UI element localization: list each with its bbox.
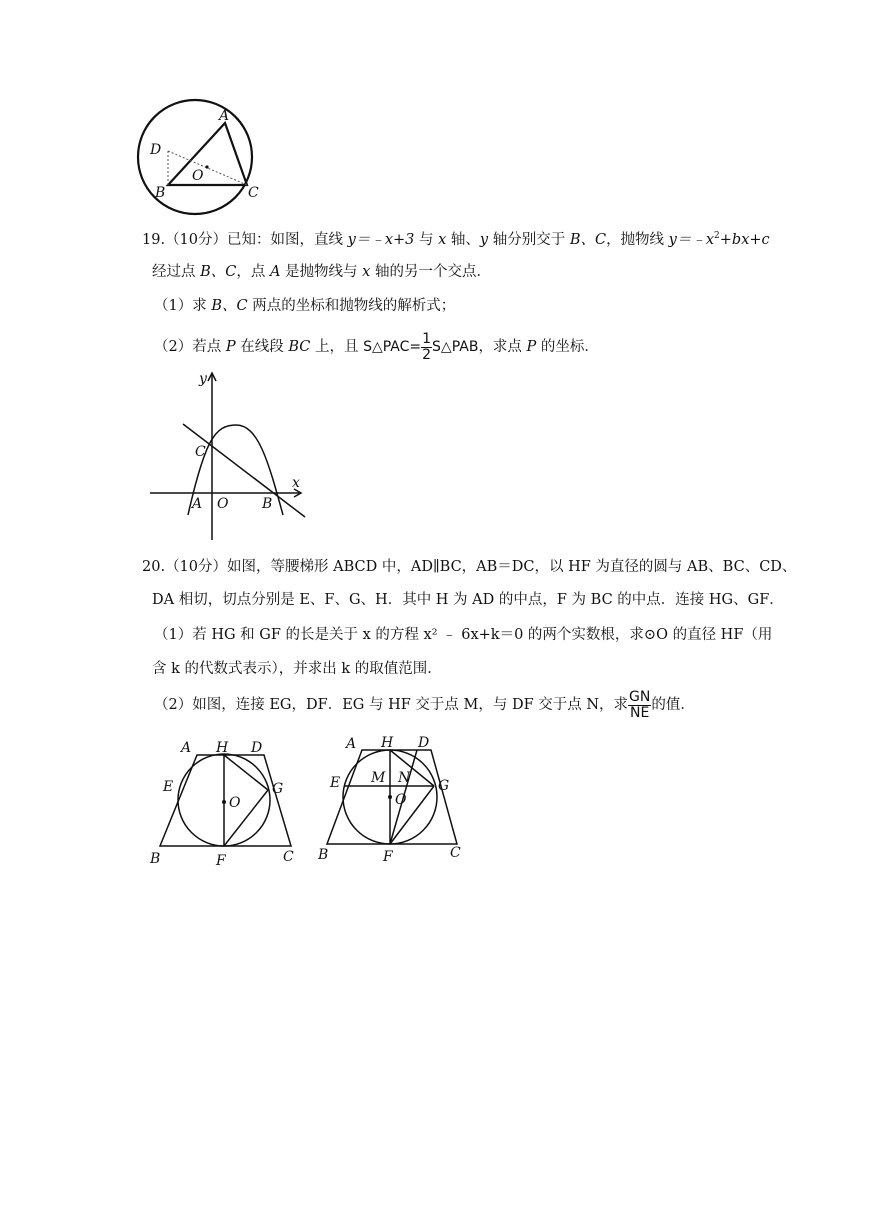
- fig20b-label-H: H: [381, 735, 394, 751]
- q19-line2: 经过点 B、C，点 A 是抛物线与 x 轴的另一个交点．: [152, 264, 491, 280]
- fig19-label-C: C: [195, 444, 206, 460]
- q20-line1: 20.（10分）如图，等腰梯形 ABCD 中，AD∥BC，AB＝DC，以 HF 为直径的圆与 AB、BC、CD、: [142, 559, 797, 575]
- fig20a-label-C: C: [283, 849, 294, 865]
- q19-part1: （1）求 B、C 两点的坐标和抛物线的解析式；: [154, 298, 456, 314]
- fig19-label-B: B: [262, 496, 273, 512]
- fig20b-label-N: N: [398, 770, 411, 786]
- fig20b-label-O: O: [395, 792, 407, 808]
- fig20a-label-G: G: [272, 781, 284, 797]
- fig20b-label-B: B: [318, 847, 329, 863]
- q19-part2: （2）若点 P 在线段 BC 上，且 S△PAC= $\frac{1}{2}$ S△PAB，求点 P 的坐标．: [154, 330, 599, 363]
- fig20b-label-A: A: [346, 736, 357, 752]
- fig20b-label-D: D: [418, 735, 430, 751]
- fig20a-label-F: F: [216, 853, 226, 869]
- q19-line1: 19.（10分）已知：如图，直线 y＝﹣x+3 与 x 轴、y 轴分别交于 B、C，抛物线 $y=﹣x^2+bx+c$: [142, 231, 770, 248]
- fig18-label-B: B: [155, 185, 166, 201]
- q20-part1-line2: 含 k 的代数式表示），并求出 k 的取值范围．: [152, 661, 442, 677]
- fig20b-label-E: E: [330, 775, 341, 791]
- fig20a-label-E: E: [163, 779, 174, 795]
- fig19-label-y: y: [199, 371, 207, 387]
- fig18-label-O: O: [192, 168, 204, 184]
- fig20b-label-F: F: [383, 849, 393, 865]
- fig20a-label-A: A: [181, 740, 192, 756]
- fig20a-label-O: O: [229, 795, 241, 811]
- fig20b-label-G: G: [438, 778, 450, 794]
- fig19-label-A: A: [192, 496, 203, 512]
- fig19-label-O: O: [217, 496, 229, 512]
- q20-part2: （2）如图，连接 EG，DF．EG 与 HF 交于点 M，与 DF 交于点 N，求 $\frac{GN}{NE}$ 的值．: [154, 688, 695, 721]
- fig18-label-C: C: [248, 185, 259, 201]
- fig19-label-x: x: [292, 475, 300, 491]
- fig18-label-A: A: [219, 108, 230, 124]
- fig20b-label-C: C: [450, 845, 461, 861]
- fig20b-label-M: M: [371, 770, 386, 786]
- q20-line2: DA 相切，切点分别是 E、F、G、H．其中 H 为 AD 的中点，F 为 BC 的中点．连接 HG、GF．: [152, 592, 784, 608]
- fig20a-label-H: H: [216, 740, 229, 756]
- fig18-label-D: D: [150, 142, 162, 158]
- q20-part1-line1: （1）若 HG 和 GF 的长是关于 x 的方程 x² ﹣ 6x+k＝0 的两个实数根，求⊙O 的直径 HF（用: [154, 627, 773, 643]
- fig20a-label-B: B: [150, 851, 161, 867]
- fig20a-label-D: D: [251, 740, 263, 756]
